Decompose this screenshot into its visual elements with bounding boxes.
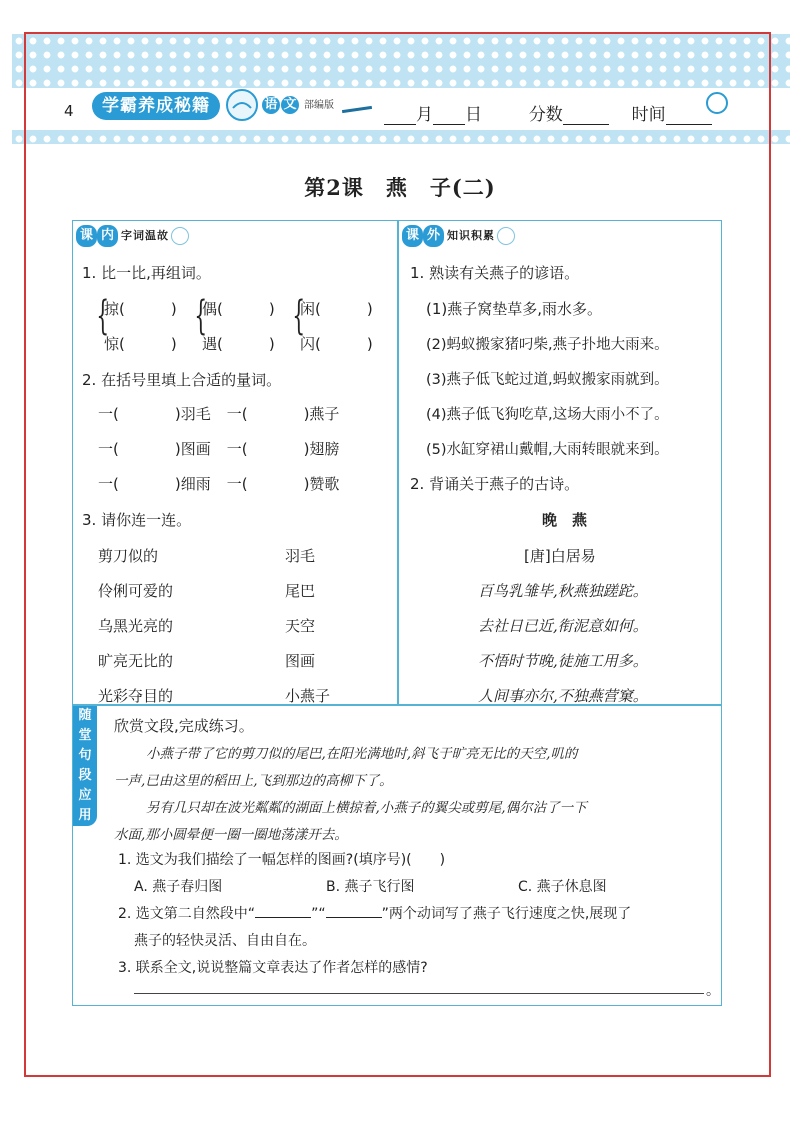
pair-1-top[interactable]: 掠( ) (104, 300, 177, 318)
poem-author: [唐]白居易 (524, 547, 596, 565)
right-q1: 1. 熟读有关燕子的谚语。 (410, 264, 580, 282)
brand-title: 学霸养成秘籍 (92, 92, 220, 120)
measure-row-2[interactable]: 一( )图画 一( )翅膀 (98, 440, 340, 458)
book-icon (225, 88, 259, 122)
measure-row-1[interactable]: 一( )羽毛 一( )燕子 (98, 405, 340, 423)
page-number: 4 (64, 102, 74, 120)
lesson-title: 第2课 燕 子(二) (304, 175, 496, 200)
left-tag-char-1: 课 (76, 225, 97, 247)
side-tab-char: 用 (78, 808, 92, 823)
left-q3: 3. 请你连一连。 (82, 511, 192, 529)
left-panel-tag (76, 224, 189, 246)
verb-blank-1[interactable] (255, 905, 311, 918)
match-left-2[interactable]: 伶俐可爱的 (98, 582, 174, 600)
saying-3: (3)燕子低飞蛇过道,蚂蚁搬家雨就到。 (426, 372, 669, 388)
poem-line-2: 去社日已近,衔泥意如何。 (478, 617, 648, 635)
side-tab-char: 句 (78, 748, 92, 763)
right-tag-char-2: 外 (423, 225, 444, 247)
bottom-q1[interactable]: 1. 选文为我们描绘了一幅怎样的图画?(填序号)( ) (118, 852, 446, 868)
saying-4: (4)燕子低飞狗吃草,这场大雨小不了。 (426, 407, 669, 423)
brace-icon: { (292, 293, 306, 339)
match-left-1[interactable]: 剪刀似的 (98, 547, 159, 565)
brace-icon: { (96, 293, 110, 339)
time-label: 时间 (631, 105, 666, 125)
left-q1: 1. 比一比,再组词。 (82, 264, 211, 282)
bottom-q3: 3. 联系全文,说说整篇文章表达了作者怎样的感情? (118, 960, 428, 976)
day-blank[interactable] (433, 108, 465, 125)
passage-line: 另有几只却在波光粼粼的湖面上横掠着,小燕子的翼尖或剪尾,偶尔沾了一下 (146, 800, 587, 816)
side-tab-char: 应 (78, 788, 92, 803)
right-tag-text: 知识积累 (447, 229, 496, 242)
passage-intro: 欣赏文段,完成练习。 (114, 717, 254, 735)
tag-deco-icon (171, 227, 189, 245)
answer-line[interactable] (134, 993, 704, 994)
saying-2: (2)蚂蚁搬家猪叼柴,燕子扑地大雨来。 (426, 337, 669, 353)
subject-char-1: 语 (262, 96, 280, 114)
match-right-1[interactable]: 羽毛 (285, 547, 316, 565)
left-tag-text: 字词温故 (121, 229, 170, 242)
match-right-2[interactable]: 尾巴 (285, 582, 316, 600)
passage-line: 一声,已由这里的稻田上,飞到那边的高柳下了。 (114, 773, 393, 789)
month-label: 月 (416, 105, 433, 125)
pair-2-top[interactable]: 偶( ) (202, 300, 275, 318)
subject-label (262, 96, 334, 114)
day-label: 日 (465, 105, 482, 125)
verb-blank-2[interactable] (326, 905, 382, 918)
date-score-line (384, 100, 712, 125)
option-b[interactable]: B. 燕子飞行图 (326, 879, 415, 895)
score-blank[interactable] (563, 108, 609, 125)
poem-line-3: 不悟时节晚,徒施工用多。 (478, 652, 648, 670)
pair-3-top[interactable]: 闲( ) (300, 300, 373, 318)
side-tab-char: 堂 (78, 728, 92, 743)
answer-end-mark: 。 (706, 983, 720, 999)
edition-label: 部编版 (304, 100, 334, 111)
right-tag-char-1: 课 (402, 225, 423, 247)
side-tab-char: 段 (78, 768, 92, 783)
side-tab-char: 随 (78, 708, 92, 723)
bottom-q2: 2. 选文第二自然段中“ ”“ ”两个动词写了燕子飞行速度之快,展现了 (118, 906, 632, 922)
right-q2: 2. 背诵关于燕子的古诗。 (410, 475, 580, 493)
score-label: 分数 (528, 105, 563, 125)
option-a[interactable]: A. 燕子春归图 (134, 879, 223, 895)
bottom-q2-cont: 燕子的轻快灵活、自由自在。 (134, 933, 316, 949)
match-left-5[interactable]: 光彩夺目的 (98, 687, 174, 705)
match-right-3[interactable]: 天空 (285, 617, 316, 635)
side-tab (73, 706, 97, 826)
option-c[interactable]: C. 燕子休息图 (518, 879, 607, 895)
left-q2: 2. 在括号里填上合适的量词。 (82, 371, 282, 389)
poem-line-1: 百鸟乳雏毕,秋燕独蹉跎。 (478, 582, 648, 600)
clock-icon (706, 92, 728, 114)
subject-char-2: 文 (281, 96, 299, 114)
match-left-3[interactable]: 乌黑光亮的 (98, 617, 174, 635)
right-panel-tag (402, 224, 515, 246)
passage-line: 水面,那小圆晕便一圈一圈地荡漾开去。 (114, 827, 348, 843)
saying-5: (5)水缸穿裙山戴帽,大雨转眼就来到。 (426, 442, 669, 458)
month-blank[interactable] (384, 108, 416, 125)
pair-2-bottom[interactable]: 遇( ) (202, 335, 275, 353)
pair-3-bottom[interactable]: 闪( ) (300, 335, 373, 353)
tag-deco-icon (497, 227, 515, 245)
poem-line-4: 人间事亦尔,不独燕营窠。 (478, 687, 648, 705)
poem-title: 晚 燕 (542, 511, 588, 529)
measure-row-3[interactable]: 一( )细雨 一( )赞歌 (98, 475, 340, 493)
brace-icon: { (194, 293, 208, 339)
left-tag-char-2: 内 (97, 225, 118, 247)
passage-line: 小燕子带了它的剪刀似的尾巴,在阳光满地时,斜飞于旷亮无比的天空,叽的 (146, 746, 578, 762)
pair-1-bottom[interactable]: 惊( ) (104, 335, 177, 353)
time-blank[interactable] (666, 108, 712, 125)
match-left-4[interactable]: 旷亮无比的 (98, 652, 174, 670)
match-right-4[interactable]: 图画 (285, 652, 316, 670)
match-right-5[interactable]: 小燕子 (285, 687, 331, 705)
saying-1: (1)燕子窝垫草多,雨水多。 (426, 300, 603, 318)
